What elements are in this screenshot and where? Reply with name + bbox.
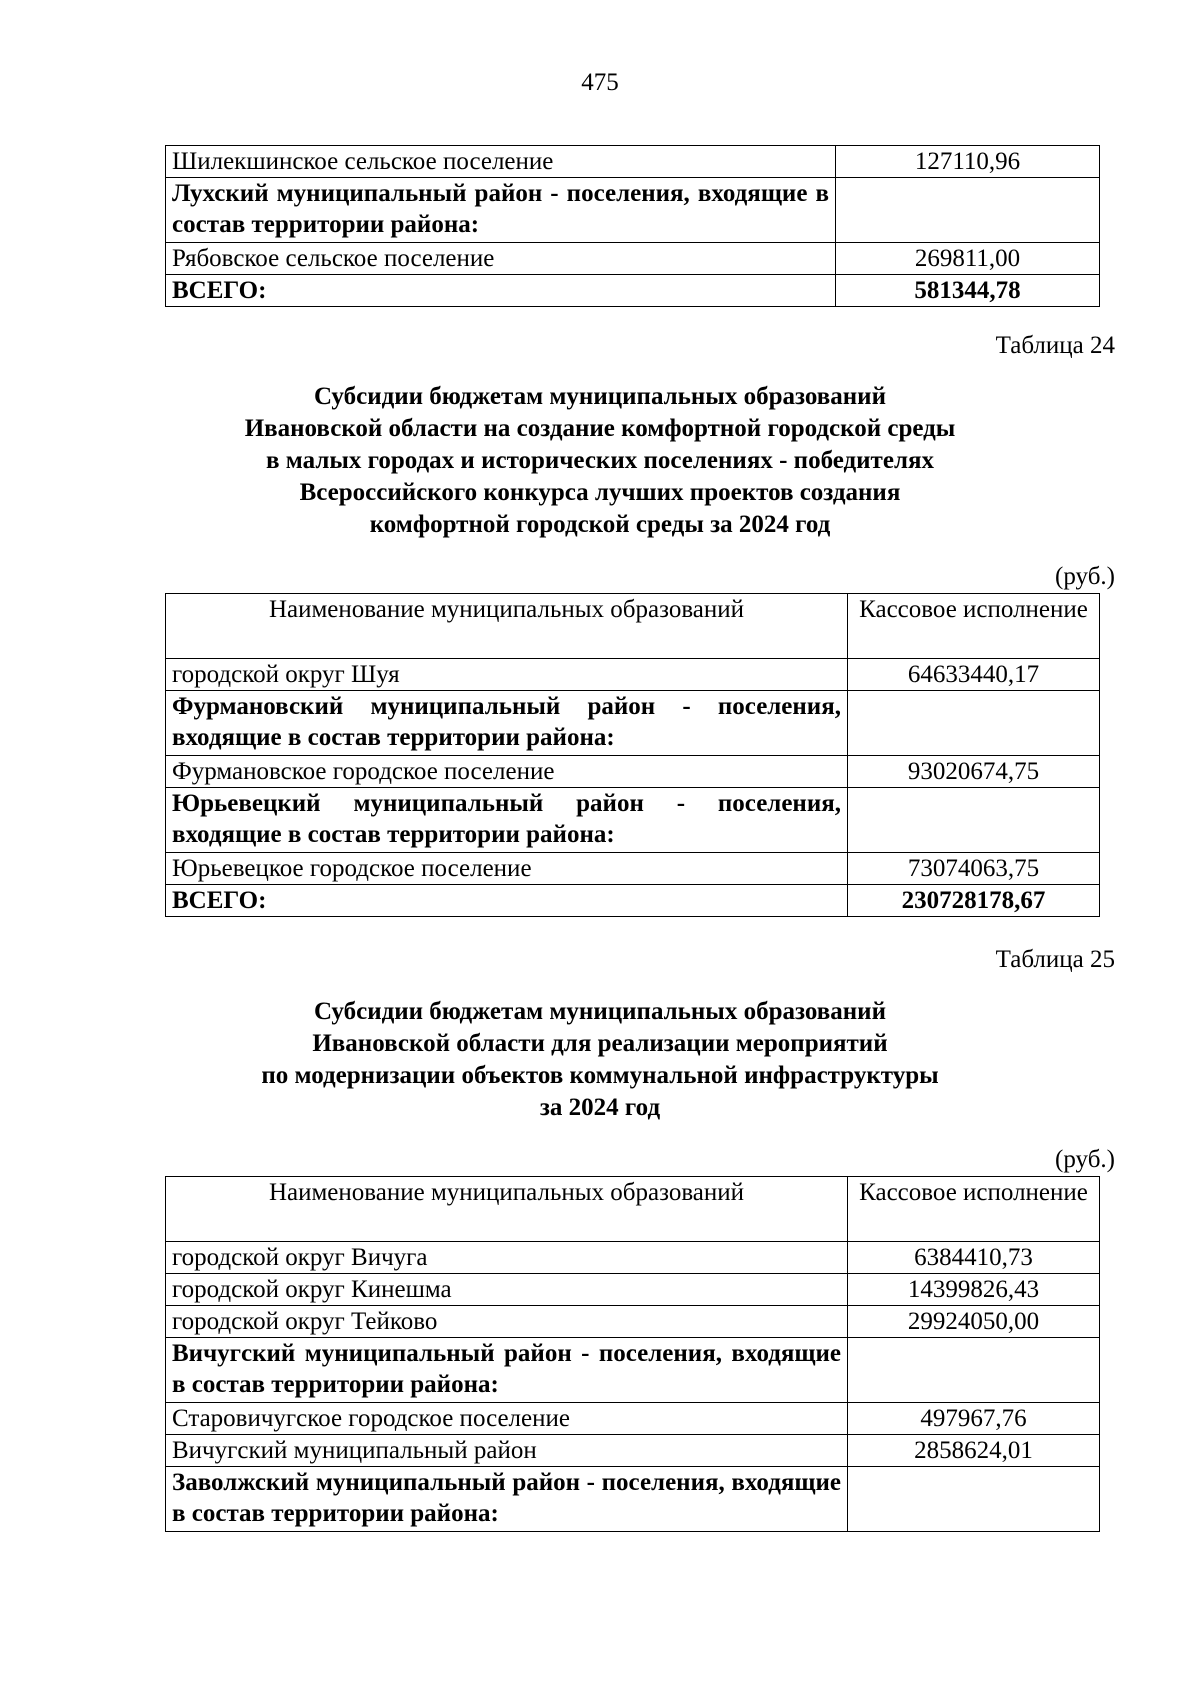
value-cell <box>848 691 1100 756</box>
value-cell: 269811,00 <box>836 243 1100 275</box>
district-row <box>166 788 1100 853</box>
total-row <box>166 885 1100 917</box>
district-row <box>166 178 1100 243</box>
name-cell: городской округ Кинешма <box>166 1274 848 1306</box>
table-row <box>166 243 1100 275</box>
value-cell: 581344,78 <box>836 275 1100 307</box>
name-cell: Заволжский муниципальный район - поселения, входящие в состав территории района: <box>166 1467 848 1532</box>
header-value-cell: Кассовое исполнение <box>848 594 1100 659</box>
table-24 <box>165 593 1100 917</box>
table-row <box>166 1242 1100 1274</box>
value-cell: 6384410,73 <box>848 1242 1100 1274</box>
district-row <box>166 1338 1100 1403</box>
district-row <box>166 691 1100 756</box>
name-cell: Юрьевецкое городское поселение <box>166 853 848 885</box>
name-cell: Старовичугское городское поселение <box>166 1403 848 1435</box>
name-cell: ВСЕГО: <box>166 885 848 917</box>
table-25-header <box>166 1177 1100 1242</box>
value-cell <box>848 788 1100 853</box>
name-cell: городской округ Тейково <box>166 1306 848 1338</box>
value-cell: 2858624,01 <box>848 1435 1100 1467</box>
name-cell: Фурмановское городское поселение <box>166 756 848 788</box>
table-row <box>166 756 1100 788</box>
value-cell: 14399826,43 <box>848 1274 1100 1306</box>
value-cell: 29924050,00 <box>848 1306 1100 1338</box>
total-row <box>166 275 1100 307</box>
header-value-cell: Кассовое исполнение <box>848 1177 1100 1242</box>
table-row <box>166 1306 1100 1338</box>
name-cell: Фурмановский муниципальный район - поселения, входящие в состав территории района: <box>166 691 848 756</box>
table-prev-continuation <box>165 145 1100 307</box>
table-25-unit: (руб.) <box>1055 1146 1115 1173</box>
header-name-cell: Наименование муниципальных образований <box>166 1177 848 1242</box>
value-cell: 497967,76 <box>848 1403 1100 1435</box>
district-row <box>166 1467 1100 1532</box>
table-25-label: Таблица 25 <box>995 946 1115 973</box>
value-cell: 64633440,17 <box>848 659 1100 691</box>
value-cell: 127110,96 <box>836 146 1100 178</box>
name-cell: городской округ Шуя <box>166 659 848 691</box>
table-24-unit: (руб.) <box>1055 563 1115 590</box>
name-cell: Вичугский муниципальный район <box>166 1435 848 1467</box>
name-cell: Рябовское сельское поселение <box>166 243 836 275</box>
name-cell: Шилекшинское сельское поселение <box>166 146 836 178</box>
value-cell <box>836 178 1100 243</box>
table-row <box>166 1435 1100 1467</box>
page-number: 475 <box>581 69 619 96</box>
table-24-label: Таблица 24 <box>995 332 1115 359</box>
name-cell: Юрьевецкий муниципальный район - поселения, входящие в состав территории района: <box>166 788 848 853</box>
table-row <box>166 1403 1100 1435</box>
table-row <box>166 659 1100 691</box>
value-cell: 73074063,75 <box>848 853 1100 885</box>
value-cell: 230728178,67 <box>848 885 1100 917</box>
table-25 <box>165 1176 1100 1532</box>
table-24-header <box>166 594 1100 659</box>
table-row <box>166 146 1100 178</box>
header-name-cell: Наименование муниципальных образований <box>166 594 848 659</box>
table-25-title: Субсидии бюджетам муниципальных образований Ивановской области для реализации мероприятий по модернизации объектов коммунальной инфраструктуры за 2024 год <box>261 998 939 1121</box>
name-cell: Вичугский муниципальный район - поселения, входящие в состав территории района: <box>166 1338 848 1403</box>
table-row <box>166 1274 1100 1306</box>
value-cell: 93020674,75 <box>848 756 1100 788</box>
table-24-title: Субсидии бюджетам муниципальных образований Ивановской области на создание комфортной городской среды в малых городах и исторических поселениях - победителях Всероссийского конкурса лучших проектов создания комфортной городской среды за 2024 год <box>244 383 956 538</box>
table-prev-body <box>166 146 1100 307</box>
name-cell: Лухский муниципальный район - поселения, входящие в состав территории района: <box>166 178 836 243</box>
name-cell: городской округ Вичуга <box>166 1242 848 1274</box>
value-cell <box>848 1338 1100 1403</box>
name-cell: ВСЕГО: <box>166 275 836 307</box>
table-row <box>166 853 1100 885</box>
value-cell <box>848 1467 1100 1532</box>
